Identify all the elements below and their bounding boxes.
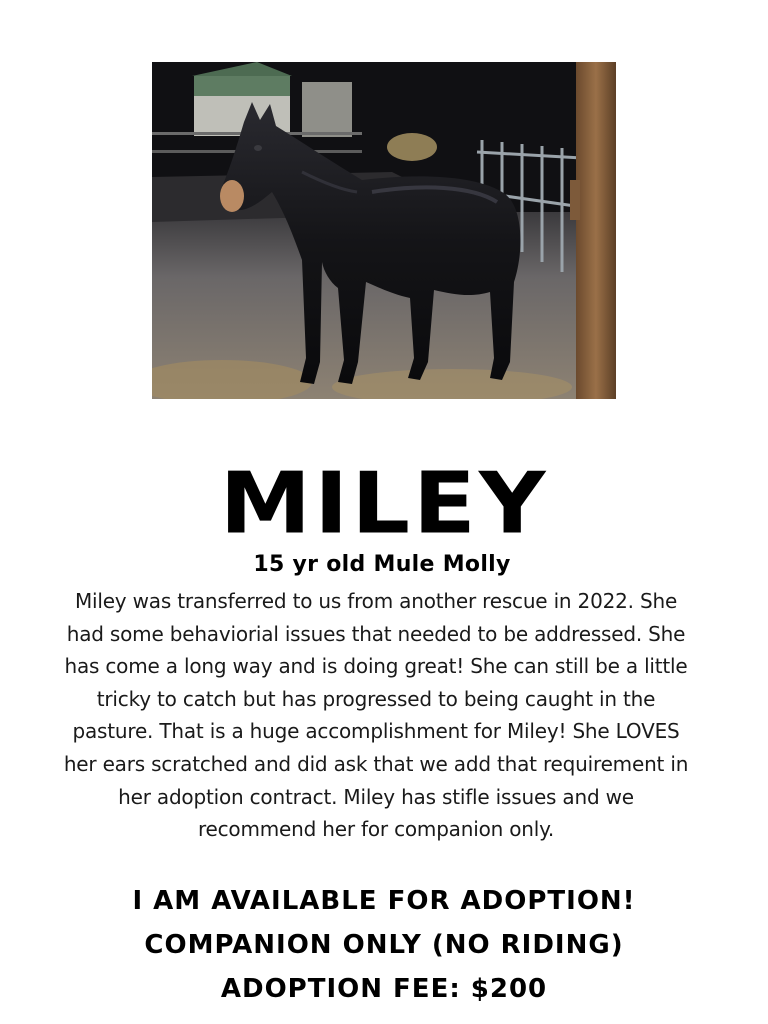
adoption-fee: ADOPTION FEE: $200 [220, 974, 548, 1004]
restriction-heading: COMPANION ONLY (NO RIDING) [144, 930, 624, 960]
mule-photo [152, 62, 616, 399]
animal-name: MILEY [219, 454, 549, 553]
availability-heading: I AM AVAILABLE FOR ADOPTION! [132, 886, 636, 916]
animal-description: Miley was transferred to us from another rescue in 2022. She had some behaviorial issues that needed to be addressed. She has come a long way and is doing great! She can still be a little tricky to catch but has progressed to being caught in the pasture. That is a huge accomplishment for Miley! She LOVES her ears scratched and did ask that we add that requirement in her adoption contract. Miley has stifle issues and we recommend her for companion only. [63, 589, 689, 842]
animal-subtitle: 15 yr old Mule Molly [253, 552, 511, 577]
mule-photo-illustration [152, 62, 616, 399]
